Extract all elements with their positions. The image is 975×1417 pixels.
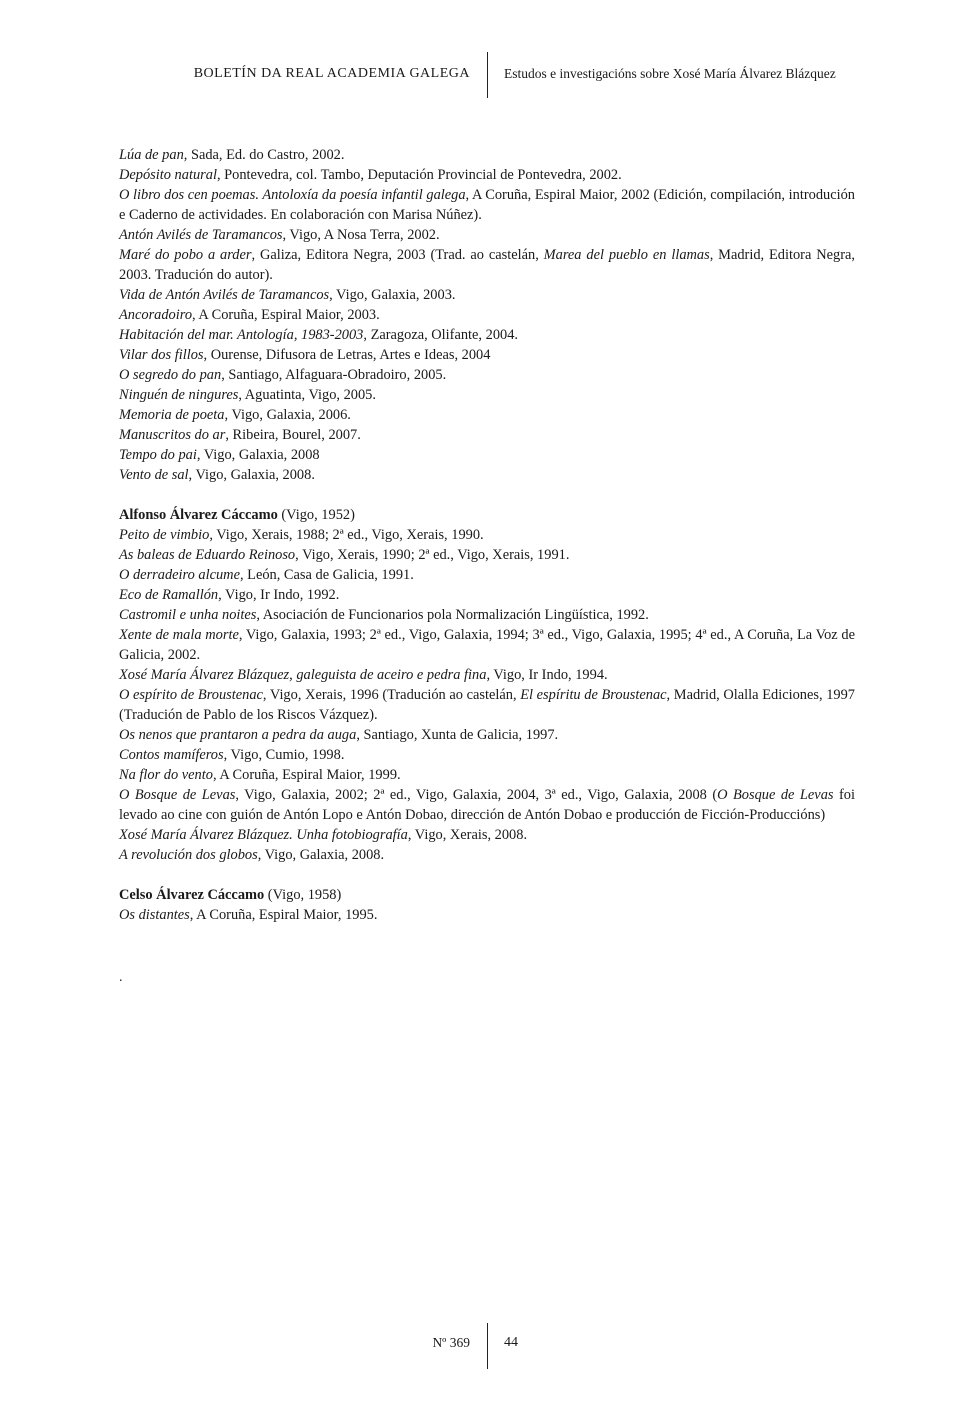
- author-info: (Vigo, 1958): [264, 887, 342, 903]
- entry-details: , Vigo, Ir Indo, 1992.: [218, 587, 340, 603]
- bibliography-entry: [119, 365, 855, 385]
- bibliography-entry: [119, 225, 855, 245]
- entry-details: , Aguatinta, Vigo, 2005.: [238, 387, 376, 403]
- entry-title: Xosé María Álvarez Blázquez, galeguista de aceiro e pedra fina: [119, 667, 487, 683]
- entry-title: Vento de sal: [119, 467, 189, 483]
- bibliography-entry: [119, 745, 855, 765]
- bibliography-entry: [119, 845, 855, 865]
- bibliography-entry: [119, 385, 855, 405]
- entry-title: A revolución dos globos: [119, 847, 258, 863]
- bibliography-entry: [119, 545, 855, 565]
- entry-details: , A Coruña, Espiral Maior, 1999.: [212, 767, 401, 783]
- entry-details: , Pontevedra, col. Tambo, Deputación Provincial de Pontevedra, 2002.: [216, 167, 622, 183]
- entry-title: Castromil e unha noites: [119, 607, 257, 623]
- entry-title: Memoria de poeta: [119, 407, 225, 423]
- author-heading: [119, 885, 855, 905]
- entry-details: , Vigo, Galaxia, 2008.: [257, 847, 385, 863]
- entry-title: Os nenos que prantaron a pedra da auga: [119, 727, 357, 743]
- bibliography-entry: [119, 625, 855, 665]
- entry-title: Ninguén de ningures: [119, 387, 239, 403]
- bibliography-entry: [119, 565, 855, 585]
- bibliography-entry: [119, 725, 855, 745]
- bibliography-entry: [119, 825, 855, 845]
- entry-title: Ancoradoiro: [119, 307, 193, 323]
- entry-details: , Vigo, Galaxia, 1993; 2ª ed., Vigo, Galaxia, 1994; 3ª ed., Vigo, Galaxia, 1995; 4ª ed., A Coruña, La Voz de Galicia, 2002.: [119, 627, 855, 663]
- bibliography-entry: [119, 605, 855, 625]
- entry-details: , Santiago, Alfaguara-Obradoiro, 2005.: [221, 367, 447, 383]
- bibliography-entry: [119, 185, 855, 225]
- entry-title: Vida de Antón Avilés de Taramancos: [119, 287, 330, 303]
- bibliography-entry: [119, 165, 855, 185]
- entry-details: , Asociación de Funcionarios pola Normalización Lingüística, 1992.: [256, 607, 649, 623]
- bibliography-section-1: [119, 145, 855, 485]
- bibliography-entry: [119, 785, 855, 825]
- entry-title: O espírito de Broustenac: [119, 687, 263, 703]
- issue-number: Nº 369: [432, 1335, 470, 1350]
- entry-title: O Bosque de Levas: [717, 787, 834, 803]
- entry-details: , Ribeira, Bourel, 2007.: [225, 427, 361, 443]
- bibliography-entry: [119, 425, 855, 445]
- entry-details: , Vigo, Ir Indo, 1994.: [486, 667, 608, 683]
- entry-details: , Vigo, Galaxia, 2008.: [188, 467, 315, 483]
- entry-title: Xente de mala morte: [119, 627, 239, 643]
- entry-title: O segredo do pan: [119, 367, 222, 383]
- entry-title: Marea del pueblo en llamas: [543, 247, 710, 263]
- entry-title: Habitación del mar. Antología, 1983-2003: [119, 327, 364, 343]
- entry-title: Contos mamíferos: [119, 747, 224, 763]
- entry-title: Manuscritos do ar: [119, 427, 226, 443]
- entry-details: foi levado ao cine con guión de Antón Lopo e Antón Dobao, dirección de Antón Dobao e producción de Ficción-Produccións): [119, 787, 855, 823]
- entry-details: , Santiago, Xunta de Galicia, 1997.: [356, 727, 559, 743]
- entry-details: , A Coruña, Espiral Maior, 2002 (Edición, compilación, introdución e Caderno de actividades. En colaboración con Marisa Núñez).: [119, 187, 855, 223]
- bibliography-entry: [119, 685, 855, 725]
- entry-details: , Sada, Ed. do Castro, 2002.: [183, 147, 345, 163]
- entry-title: Tempo do pai: [119, 447, 197, 463]
- header-divider: [487, 52, 488, 98]
- entry-details: , Vigo, Xerais, 1988; 2ª ed., Vigo, Xerais, 1990.: [209, 527, 484, 543]
- entry-title: Eco de Ramallón: [119, 587, 219, 603]
- entry-details: , Madrid, Olalla Ediciones, 1997 (Tradución de Pablo de los Riscos Vázquez).: [119, 687, 855, 723]
- entry-title: O derradeiro alcume: [119, 567, 240, 583]
- entry-details: , Vigo, A Nosa Terra, 2002.: [282, 227, 440, 243]
- entry-details: , A Coruña, Espiral Maior, 2003.: [192, 307, 380, 323]
- entry-details: , Vigo, Galaxia, 2006.: [224, 407, 351, 423]
- bibliography-entry: [119, 305, 855, 325]
- entry-title: Antón Avilés de Taramancos: [119, 227, 283, 243]
- entry-title: Peito de vimbio: [119, 527, 210, 543]
- author-info: (Vigo, 1952): [277, 507, 355, 523]
- bibliography-entry: [119, 325, 855, 345]
- entry-details: , Zaragoza, Olifante, 2004.: [363, 327, 519, 343]
- entry-details: , Vigo, Galaxia, 2008: [196, 447, 320, 463]
- entry-details: , Vigo, Xerais, 1990; 2ª ed., Vigo, Xerais, 1991.: [295, 547, 570, 563]
- entry-title: Lúa de pan: [119, 147, 184, 163]
- bibliography-entry: [119, 285, 855, 305]
- journal-title: BOLETÍN DA REAL ACADEMIA GALEGA: [193, 66, 470, 81]
- entry-title: Os distantes: [119, 907, 190, 923]
- entry-details: , León, Casa de Galicia, 1991.: [239, 567, 414, 583]
- page-number: 44: [504, 1335, 518, 1350]
- entry-title: El espíritu de Broustenac: [520, 687, 667, 703]
- bibliography-entry: [119, 145, 855, 165]
- entry-title: Maré do pobo a arder: [119, 247, 252, 263]
- bibliography-entry: [119, 405, 855, 425]
- entry-title: O libro dos cen poemas. Antoloxía da poesía infantil galega: [119, 187, 466, 203]
- entry-title: Na flor do vento: [119, 767, 213, 783]
- entry-details: , Galiza, Editora Negra, 2003 (Trad. ao castelán,: [251, 247, 544, 263]
- entry-title: Vilar dos fillos: [119, 347, 204, 363]
- entry-title: As baleas de Eduardo Reinoso: [119, 547, 296, 563]
- bibliography-entry: [119, 445, 855, 465]
- entry-details: , Vigo, Galaxia, 2003.: [329, 287, 456, 303]
- entry-details: , Vigo, Cumio, 1998.: [223, 747, 345, 763]
- bibliography-entry: [119, 525, 855, 545]
- stray-mark: .: [119, 970, 123, 985]
- bibliography-entry: [119, 585, 855, 605]
- entry-details: , Madrid, Editora Negra, 2003. Tradución do autor).: [119, 247, 855, 283]
- bibliography: [119, 145, 855, 925]
- entry-title: O Bosque de Levas: [119, 787, 236, 803]
- entry-details: , Ourense, Difusora de Letras, Artes e Ideas, 2004: [203, 347, 491, 363]
- entry-details: , A Coruña, Espiral Maior, 1995.: [189, 907, 378, 923]
- footer-divider: [487, 1323, 488, 1369]
- author-name: Alfonso Álvarez Cáccamo: [119, 507, 278, 523]
- author-name: Celso Álvarez Cáccamo: [119, 887, 265, 903]
- bibliography-entry: [119, 665, 855, 685]
- bibliography-section-2: [119, 525, 855, 865]
- entry-details: , Vigo, Xerais, 1996 (Tradución ao castelán,: [262, 687, 521, 703]
- entry-details: , Vigo, Galaxia, 2002; 2ª ed., Vigo, Galaxia, 2004, 3ª ed., Vigo, Galaxia, 2008 (: [235, 787, 718, 803]
- bibliography-entry: [119, 765, 855, 785]
- entry-title: Depósito natural: [119, 167, 217, 183]
- entry-title: Xosé María Álvarez Blázquez. Unha fotobiografía: [119, 827, 408, 843]
- section-title: Estudos e investigacións sobre Xosé María Álvarez Blázquez: [504, 66, 836, 81]
- entry-details: , Vigo, Xerais, 2008.: [407, 827, 528, 843]
- bibliography-entry: [119, 245, 855, 285]
- bibliography-section-3: [119, 905, 855, 925]
- author-heading: [119, 505, 855, 525]
- bibliography-entry: [119, 465, 855, 485]
- bibliography-entry: [119, 905, 855, 925]
- bibliography-entry: [119, 345, 855, 365]
